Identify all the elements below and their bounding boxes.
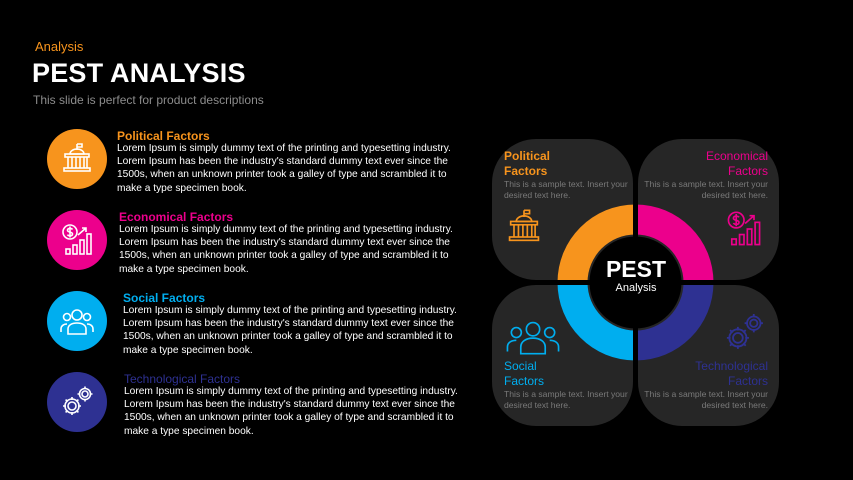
factor-item-political [47, 129, 487, 193]
pest-diagram [492, 139, 779, 426]
center-subtitle: Analysis [615, 282, 657, 294]
factor-item-social [47, 291, 487, 355]
quadrant-title: Economical Factors [705, 149, 768, 178]
people-group-icon [47, 291, 107, 351]
factor-title: Economical Factors [119, 210, 234, 224]
factor-item-technological [47, 372, 487, 436]
quadrant-title: Technological Factors [695, 359, 768, 388]
factor-title: Social Factors [123, 291, 206, 305]
quadrant-text: This is a sample text. Insert your desired text here. [644, 389, 768, 410]
factor-description: Lorem Ipsum is simply dummy text of the printing and typesetting industry. Lorem Ipsum has been the industry's standard dummy text ever since the 1500s, when an unknown printer took a galley of type and scrambled it to make a type specimen book. [123, 305, 457, 356]
center-label [587, 257, 685, 295]
center-title: PEST [605, 256, 667, 282]
factor-item-economical [47, 210, 487, 274]
capitol-building-icon [47, 129, 107, 189]
dollar-growth-icon [47, 210, 107, 270]
quadrant-text: This is a sample text. Insert your desired text here. [644, 179, 768, 200]
slide-kicker: Analysis [35, 39, 84, 54]
quadrant-text: This is a sample text. Insert your desired text here. [504, 389, 628, 410]
capitol-building-icon [504, 207, 544, 247]
factor-description: Lorem Ipsum is simply dummy text of the printing and typesetting industry. Lorem Ipsum has been the industry's standard dummy text ever since the 1500s, when an unknown printer took a galley of type and scrambled it to make a type specimen book. [119, 224, 453, 275]
quadrant-text: This is a sample text. Insert your desired text here. [504, 179, 628, 200]
factor-title: Technological Factors [124, 372, 241, 386]
page-subtitle: This slide is perfect for product descriptions [33, 93, 264, 107]
factor-description: Lorem Ipsum is simply dummy text of the printing and typesetting industry. Lorem Ipsum has been the industry's standard dummy text ever since the 1500s, when an unknown printer took a galley of type and scrambled it to make a type specimen book. [117, 143, 451, 194]
quadrant-title: Social Factors [504, 359, 545, 388]
dollar-growth-icon [724, 209, 764, 249]
gears-icon [720, 311, 768, 355]
page-title: PEST ANALYSIS [32, 58, 246, 88]
quadrant-title: Political Factors [504, 149, 551, 178]
factor-title: Political Factors [117, 129, 210, 143]
factor-description: Lorem Ipsum is simply dummy text of the printing and typesetting industry. Lorem Ipsum has been the industry's standard dummy text ever since the 1500s, when an unknown printer took a galley of type and scrambled it to make a type specimen book. [124, 386, 458, 437]
gears-icon [47, 372, 107, 432]
